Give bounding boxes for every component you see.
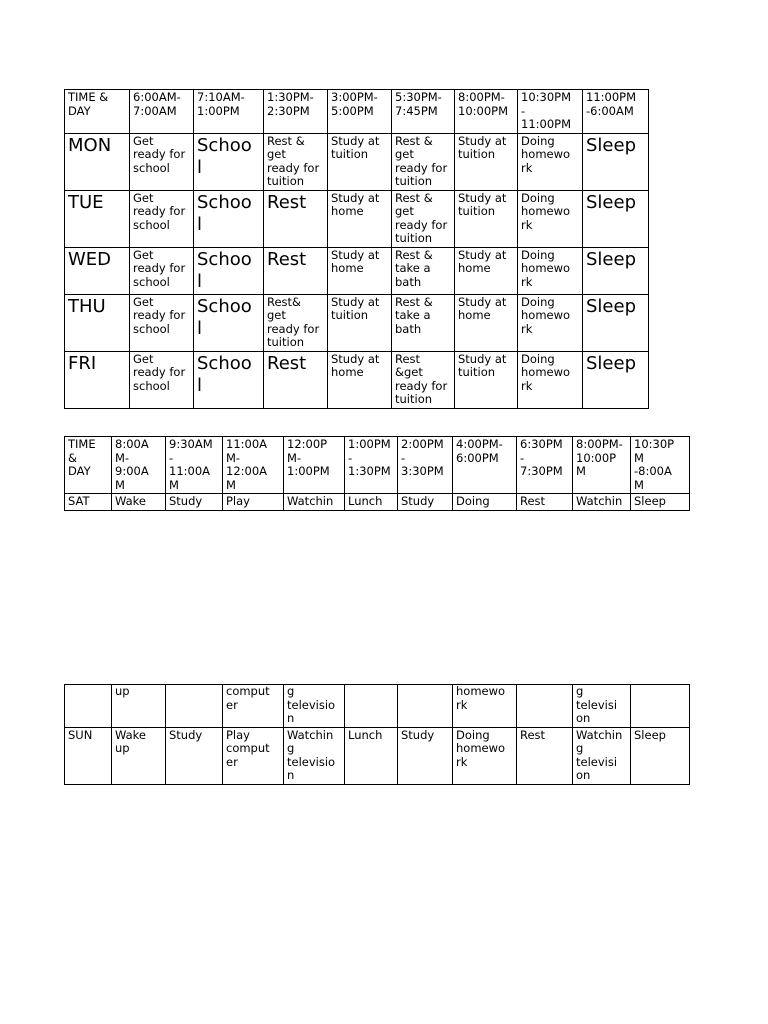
header-cell: TIME & DAY	[65, 437, 112, 494]
activity-cell: Study at tuition	[455, 190, 518, 247]
activity-cell: Lunch	[345, 727, 398, 784]
activity-cell: Study at home	[455, 294, 518, 351]
activity-cell: Rest &get ready for tuition	[392, 351, 455, 408]
header-cell: 6:30PM - 7:30PM	[517, 437, 573, 494]
activity-cell: g televisi on	[573, 685, 631, 728]
activity-cell	[517, 685, 573, 728]
day-cell: SAT	[65, 494, 112, 511]
activity-cell: Get ready for school	[130, 351, 194, 408]
activity-cell: Sleep	[583, 247, 649, 294]
activity-cell: Rest & get ready for tuition	[392, 133, 455, 190]
day-cell: SUN	[65, 727, 112, 784]
header-cell: 3:00PM- 5:00PM	[328, 90, 392, 134]
activity-cell: Sleep	[631, 727, 690, 784]
activity-cell: Doing homewo rk	[518, 294, 583, 351]
activity-cell: Get ready for school	[130, 247, 194, 294]
weekday-timetable	[64, 89, 649, 409]
table-row-fri	[65, 351, 649, 408]
activity-cell: Watchin	[284, 494, 345, 511]
activity-cell: Doing homewo rk	[518, 190, 583, 247]
activity-cell: Doing homewo rk	[518, 247, 583, 294]
activity-cell: up	[112, 685, 166, 728]
header-cell: 7:10AM- 1:00PM	[194, 90, 264, 134]
header-cell: 5:30PM- 7:45PM	[392, 90, 455, 134]
table-row-mon	[65, 133, 649, 190]
activity-cell: Study	[166, 727, 223, 784]
day-cell: MON	[65, 133, 130, 190]
header-cell: 11:00PM -6:00AM	[583, 90, 649, 134]
activity-cell: Schoo l	[194, 247, 264, 294]
activity-cell	[345, 685, 398, 728]
day-cell: TUE	[65, 190, 130, 247]
activity-cell: Rest	[517, 494, 573, 511]
activity-cell: Study	[398, 494, 453, 511]
header-cell: 8:00A M- 9:00A M	[112, 437, 166, 494]
weekend-timetable-bottom	[64, 684, 690, 785]
day-cell: THU	[65, 294, 130, 351]
activity-cell: Schoo l	[194, 294, 264, 351]
activity-cell: Get ready for school	[130, 190, 194, 247]
activity-cell: Study at home	[455, 247, 518, 294]
activity-cell: Rest & get ready for tuition	[264, 133, 328, 190]
header-cell: 6:00AM- 7:00AM	[130, 90, 194, 134]
activity-cell: Watchin	[573, 494, 631, 511]
header-cell: 4:00PM- 6:00PM	[453, 437, 517, 494]
activity-cell: Rest & take a bath	[392, 294, 455, 351]
activity-cell: Doing homewo rk	[518, 133, 583, 190]
activity-cell: Sleep	[583, 133, 649, 190]
activity-cell: Play comput er	[223, 727, 284, 784]
table-row-sat-continued	[65, 685, 690, 728]
activity-cell: Study at home	[328, 247, 392, 294]
activity-cell: Rest& get ready for tuition	[264, 294, 328, 351]
activity-cell: Schoo l	[194, 190, 264, 247]
activity-cell: Rest & get ready for tuition	[392, 190, 455, 247]
activity-cell: Play	[223, 494, 284, 511]
activity-cell: Schoo l	[194, 351, 264, 408]
activity-cell: Study at tuition	[455, 351, 518, 408]
activity-cell	[398, 685, 453, 728]
activity-cell	[166, 685, 223, 728]
header-cell: 11:00A M- 12:00A M	[223, 437, 284, 494]
activity-cell	[631, 685, 690, 728]
table-row-sat	[65, 494, 690, 511]
header-cell: 1:00PM - 1:30PM	[345, 437, 398, 494]
activity-cell: Sleep	[583, 294, 649, 351]
activity-cell: Study at home	[328, 351, 392, 408]
activity-cell: Study	[398, 727, 453, 784]
header-cell: 8:00PM- 10:00P M	[573, 437, 631, 494]
activity-cell: Study	[166, 494, 223, 511]
header-cell: 9:30AM - 11:00A M	[166, 437, 223, 494]
activity-cell: Study at home	[328, 190, 392, 247]
activity-cell: Rest & take a bath	[392, 247, 455, 294]
table-row-thu	[65, 294, 649, 351]
header-cell: TIME & DAY	[65, 90, 130, 134]
header-cell: 10:30P M -8:00A M	[631, 437, 690, 494]
header-cell: 2:00PM - 3:30PM	[398, 437, 453, 494]
activity-cell: Sleep	[583, 190, 649, 247]
table-row-wed	[65, 247, 649, 294]
activity-cell: Wake	[112, 494, 166, 511]
weekday-header-row	[65, 90, 649, 134]
activity-cell: Watchin g televisi on	[573, 727, 631, 784]
activity-cell: Wake up	[112, 727, 166, 784]
activity-cell: comput er	[223, 685, 284, 728]
activity-cell: Doing homewo rk	[518, 351, 583, 408]
table-row-sun	[65, 727, 690, 784]
weekend-header-row	[65, 437, 690, 494]
header-cell: 8:00PM- 10:00PM	[455, 90, 518, 134]
header-cell: 12:00P M- 1:00PM	[284, 437, 345, 494]
header-cell: 10:30PM - 11:00PM	[518, 90, 583, 134]
activity-cell: Doing	[453, 494, 517, 511]
weekend-timetable-top	[64, 436, 690, 511]
activity-cell: Schoo l	[194, 133, 264, 190]
day-cell	[65, 685, 112, 728]
activity-cell: Rest	[264, 351, 328, 408]
activity-cell: Rest	[264, 190, 328, 247]
day-cell: WED	[65, 247, 130, 294]
activity-cell: Get ready for school	[130, 294, 194, 351]
activity-cell: Doing homewo rk	[453, 727, 517, 784]
activity-cell: homewo rk	[453, 685, 517, 728]
activity-cell: Lunch	[345, 494, 398, 511]
activity-cell: Rest	[264, 247, 328, 294]
activity-cell: Rest	[517, 727, 573, 784]
activity-cell: Sleep	[631, 494, 690, 511]
header-cell: 1:30PM- 2:30PM	[264, 90, 328, 134]
activity-cell: g televisio n	[284, 685, 345, 728]
table-row-tue	[65, 190, 649, 247]
activity-cell: Study at tuition	[455, 133, 518, 190]
activity-cell: Study at tuition	[328, 294, 392, 351]
activity-cell: Sleep	[583, 351, 649, 408]
activity-cell: Watchin g televisio n	[284, 727, 345, 784]
activity-cell: Get ready for school	[130, 133, 194, 190]
activity-cell: Study at tuition	[328, 133, 392, 190]
day-cell: FRI	[65, 351, 130, 408]
